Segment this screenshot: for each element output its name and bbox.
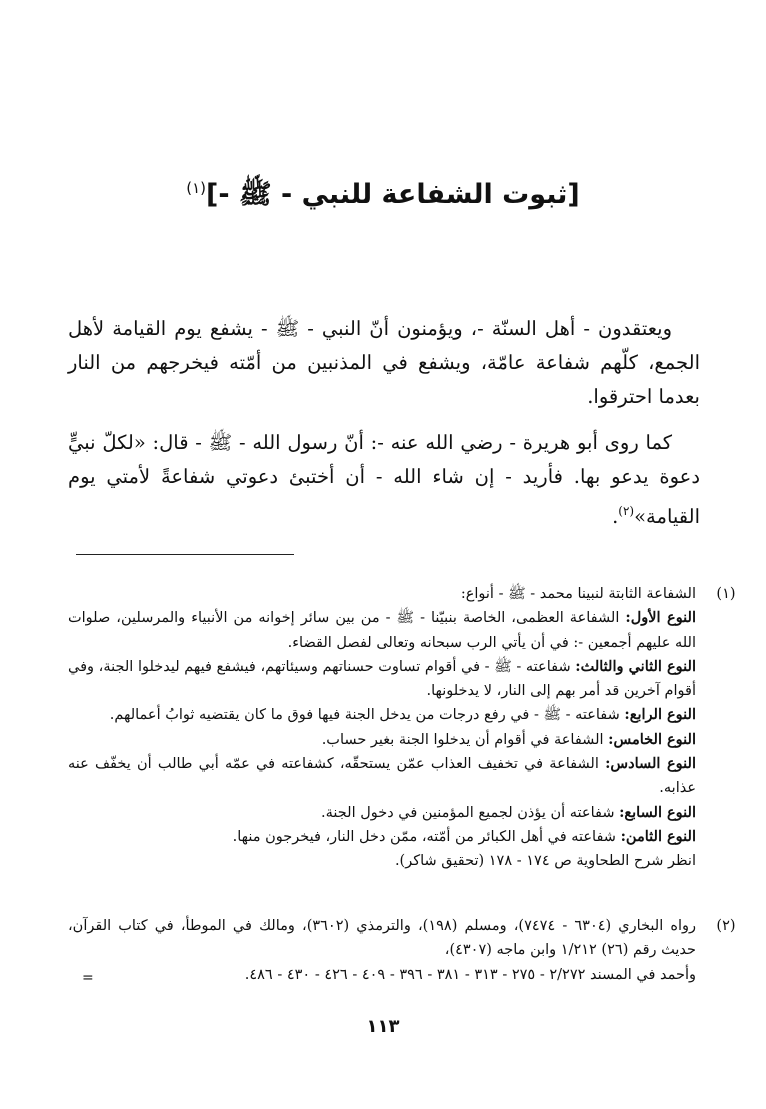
footnote-type-label: النوع الرابع: [624,706,696,724]
footnote-1-line: النوع السادس: الشفاعة في تخفيف العذاب عمّن يستحقّه، كشفاعته في عمّه أبي طالب أن يخفّف عنه عذابه. [68,755,696,797]
paragraph-2-text: كما روى أبو هريرة - رضي الله عنه -: أنّ رسول الله - ﷺ - قال: «لكلّ نبيٍّ دعوة يدعو بها. فأريد - إن شاء الله - أن أختبئ دعوتي شفاعةً لأمتي يوم القيامة» [68,431,700,528]
title-footnote-ref: (١) [186,179,207,197]
footnote-2 [68,914,736,987]
footnote-2-line: وأحمد في المسند ٢/٢٧٢ - ٢٧٥ - ٣١٣ - ٣٨١ - ٣٩٦ - ٤٠٩ - ٤٢٦ - ٤٣٠ - ٤٨٦. [244,966,696,983]
footnote-1-line: الشفاعة الثابتة لنبينا محمد - ﷺ - أنواع: [460,586,696,602]
footnote-type-label: النوع الثاني والثالث: [575,657,696,675]
paragraph-1-text: ويعتقدون - أهل السنّة -، ويؤمنون أنّ النبي - ﷺ - يشفع يوم القيامة لأهل الجمع، كلّهم شفاعة عامّة، ويشفع في المذنبين من أمّته فيخرجهم من النار بعدما احترقوا. [68,317,700,408]
footnote-1-number: (١) [716,586,736,602]
footnote-2-line: رواه البخاري (٦٣٠٤ - ٧٤٧٤)، ومسلم (١٩٨)، والترمذي (٣٦٠٢)، ومالك في الموطأ، في كتاب القرآن، حديث رقم (٢٦) ١/٢١٢ وابن ماجه (٤٣٠٧)، [68,918,696,959]
paragraph-2-end: . [612,505,619,528]
footnote-1-line: النوع الثاني والثالث: شفاعته - ﷺ - في أقوام تساوت حسناتهم وسيئاتهم، فيشفع فيهم ليدخلوا الجنة، وفي أقوام آخرين قد أمر بهم إلى النار، لا يدخلونها. [68,657,696,700]
paragraph-1 [68,312,700,414]
footnote-separator [76,554,294,555]
footnote-type-label: النوع السادس: [605,755,696,773]
footnote-1-line: النوع الأول: الشفاعة العظمى، الخاصة بنبيّنا - ﷺ - من بين سائر إخوانه من الأنبياء والمرسلين، صلوات الله عليهم أجمعين -: في أن يأتي الرب سبحانه وتعالى لفصل القضاء. [68,609,696,651]
footnote-2-number: (٢) [716,918,736,934]
footnote-1-line: النوع الرابع: شفاعته - ﷺ - في رفع درجات من يدخل الجنة فيها فوق ما كان يقتضيه ثوابُ أعمالهم. [109,706,696,724]
footnote-type-label: النوع الثامن: [620,827,696,845]
footnote-type-label: النوع الأول: [625,609,696,627]
footnote-1-line: النوع الخامس: الشفاعة في أقوام أن يدخلوا الجنة بغير حساب. [321,730,696,748]
paragraph-2-footnote-ref: (٢) [618,504,635,518]
page-title [0,170,766,213]
footnote-type-label: النوع السابع: [619,803,696,821]
footnote-1-line: النوع السابع: شفاعته أن يؤذن لجميع المؤمنين في دخول الجنة. [321,803,696,821]
continuation-mark: = [82,970,94,986]
paragraph-2 [68,426,700,534]
footnote-type-label: النوع الخامس: [608,730,696,748]
page-number: ١١٣ [366,1016,400,1037]
footnote-1 [68,582,736,874]
footnote-1-line: النوع الثامن: شفاعته في أهل الكبائر من أمّته، ممّن دخل النار، فيخرجون منها. [232,827,696,845]
title-text: [ثبوت الشفاعة للنبي - ﷺ -] [206,179,580,210]
footnote-1-line: انظر شرح الطحاوية ص ١٧٤ - ١٧٨ (تحقيق شاكر). [394,853,696,870]
